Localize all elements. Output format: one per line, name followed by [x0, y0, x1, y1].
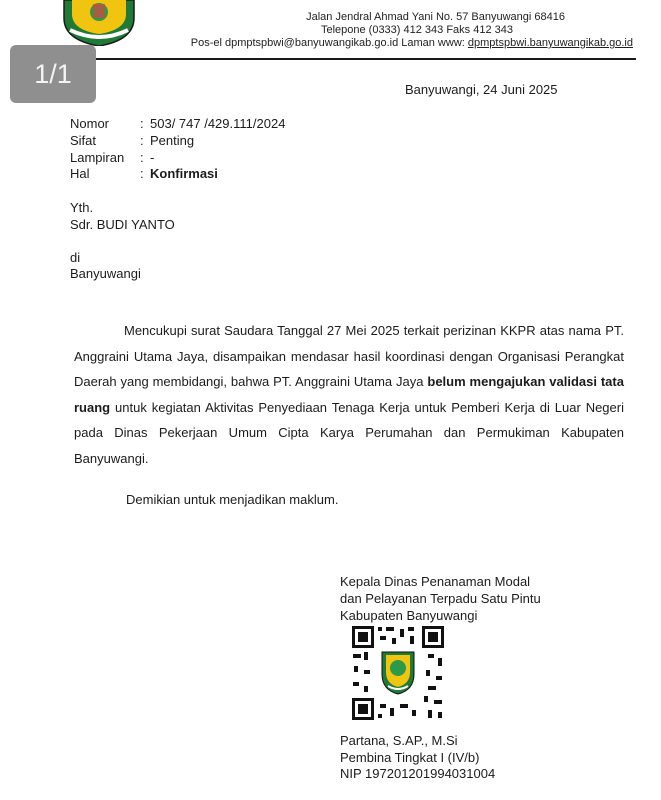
signatory-name: Partana, S.AP., M.Si	[340, 733, 458, 748]
signature-title-line3: Kabupaten Banyuwangi	[340, 608, 478, 623]
meta-value: Penting	[150, 133, 195, 148]
header-email: Pos-el dpmptspbwi@banyuwangikab.go.id Laman www:	[190, 37, 468, 49]
recipient-salutation: Yth.	[70, 200, 94, 215]
body-text-bold: belum mengajukan validasi tata ruang	[74, 374, 624, 415]
header-divider	[60, 58, 636, 60]
body-text-part1: Mencukupi surat Saudara Tanggal 27 Mei 2025 terkait perizinan KKPR atas nama PT. Anggraini Utama Jaya, disampaikan mendasar hasil koordinasi dengan Organisasi Perangkat Daerah yang membidangi, bahwa PT. Anggraini Utama Jaya	[74, 323, 624, 389]
header-phone: Telepone (0333) 412 343 Faks 412 343	[320, 24, 513, 36]
letter-body	[74, 318, 624, 471]
meta-colon: :	[140, 166, 144, 181]
signature-qr-code	[350, 624, 446, 722]
meta-value: 503/ 747 /429.111/2024	[150, 116, 286, 131]
signature-title-line1: Kepala Dinas Penanaman Modal	[340, 574, 531, 589]
meta-label: Sifat	[70, 133, 97, 148]
meta-colon: :	[140, 116, 144, 131]
kabupaten-banyuwangi-logo	[60, 0, 138, 46]
body-text-part2: untuk kegiatan Aktivitas Penyediaan Tenaga Kerja untuk Pemberi Kerja di Luar Negeri pada Dinas Pekerjaan Umum Cipta Karya Perumahan dan Permukiman Kabupaten Banyuwangi.	[74, 399, 624, 466]
header-address: Jalan Jendral Ahmad Yani No. 57 Banyuwangi 68416	[306, 11, 565, 23]
page-indicator: 1/1	[10, 45, 96, 103]
location-prefix: di	[70, 250, 81, 265]
recipient-location: Banyuwangi	[70, 266, 141, 281]
meta-colon: :	[140, 150, 144, 165]
letter-date: Banyuwangi, 24 Juni 2025	[405, 82, 558, 97]
letter-closing: Demikian untuk menjadikan maklum.	[126, 492, 339, 507]
meta-value: -	[150, 150, 155, 165]
signatory-nip: NIP 197201201994031004	[340, 766, 496, 781]
meta-colon: :	[140, 133, 144, 148]
signatory-rank: Pembina Tingkat I (IV/b)	[340, 750, 480, 765]
meta-value: Konfirmasi	[150, 166, 218, 181]
meta-label: Nomor	[70, 116, 110, 131]
header-contact	[191, 37, 633, 49]
meta-label: Hal	[70, 166, 90, 181]
recipient-name: Sdr. BUDI YANTO	[70, 217, 175, 232]
meta-label: Lampiran	[70, 150, 125, 165]
header-website-link[interactable]: dpmptspbwi.banyuwangikab.go.id	[467, 37, 633, 49]
signature-title-line2: dan Pelayanan Terpadu Satu Pintu	[340, 591, 541, 606]
